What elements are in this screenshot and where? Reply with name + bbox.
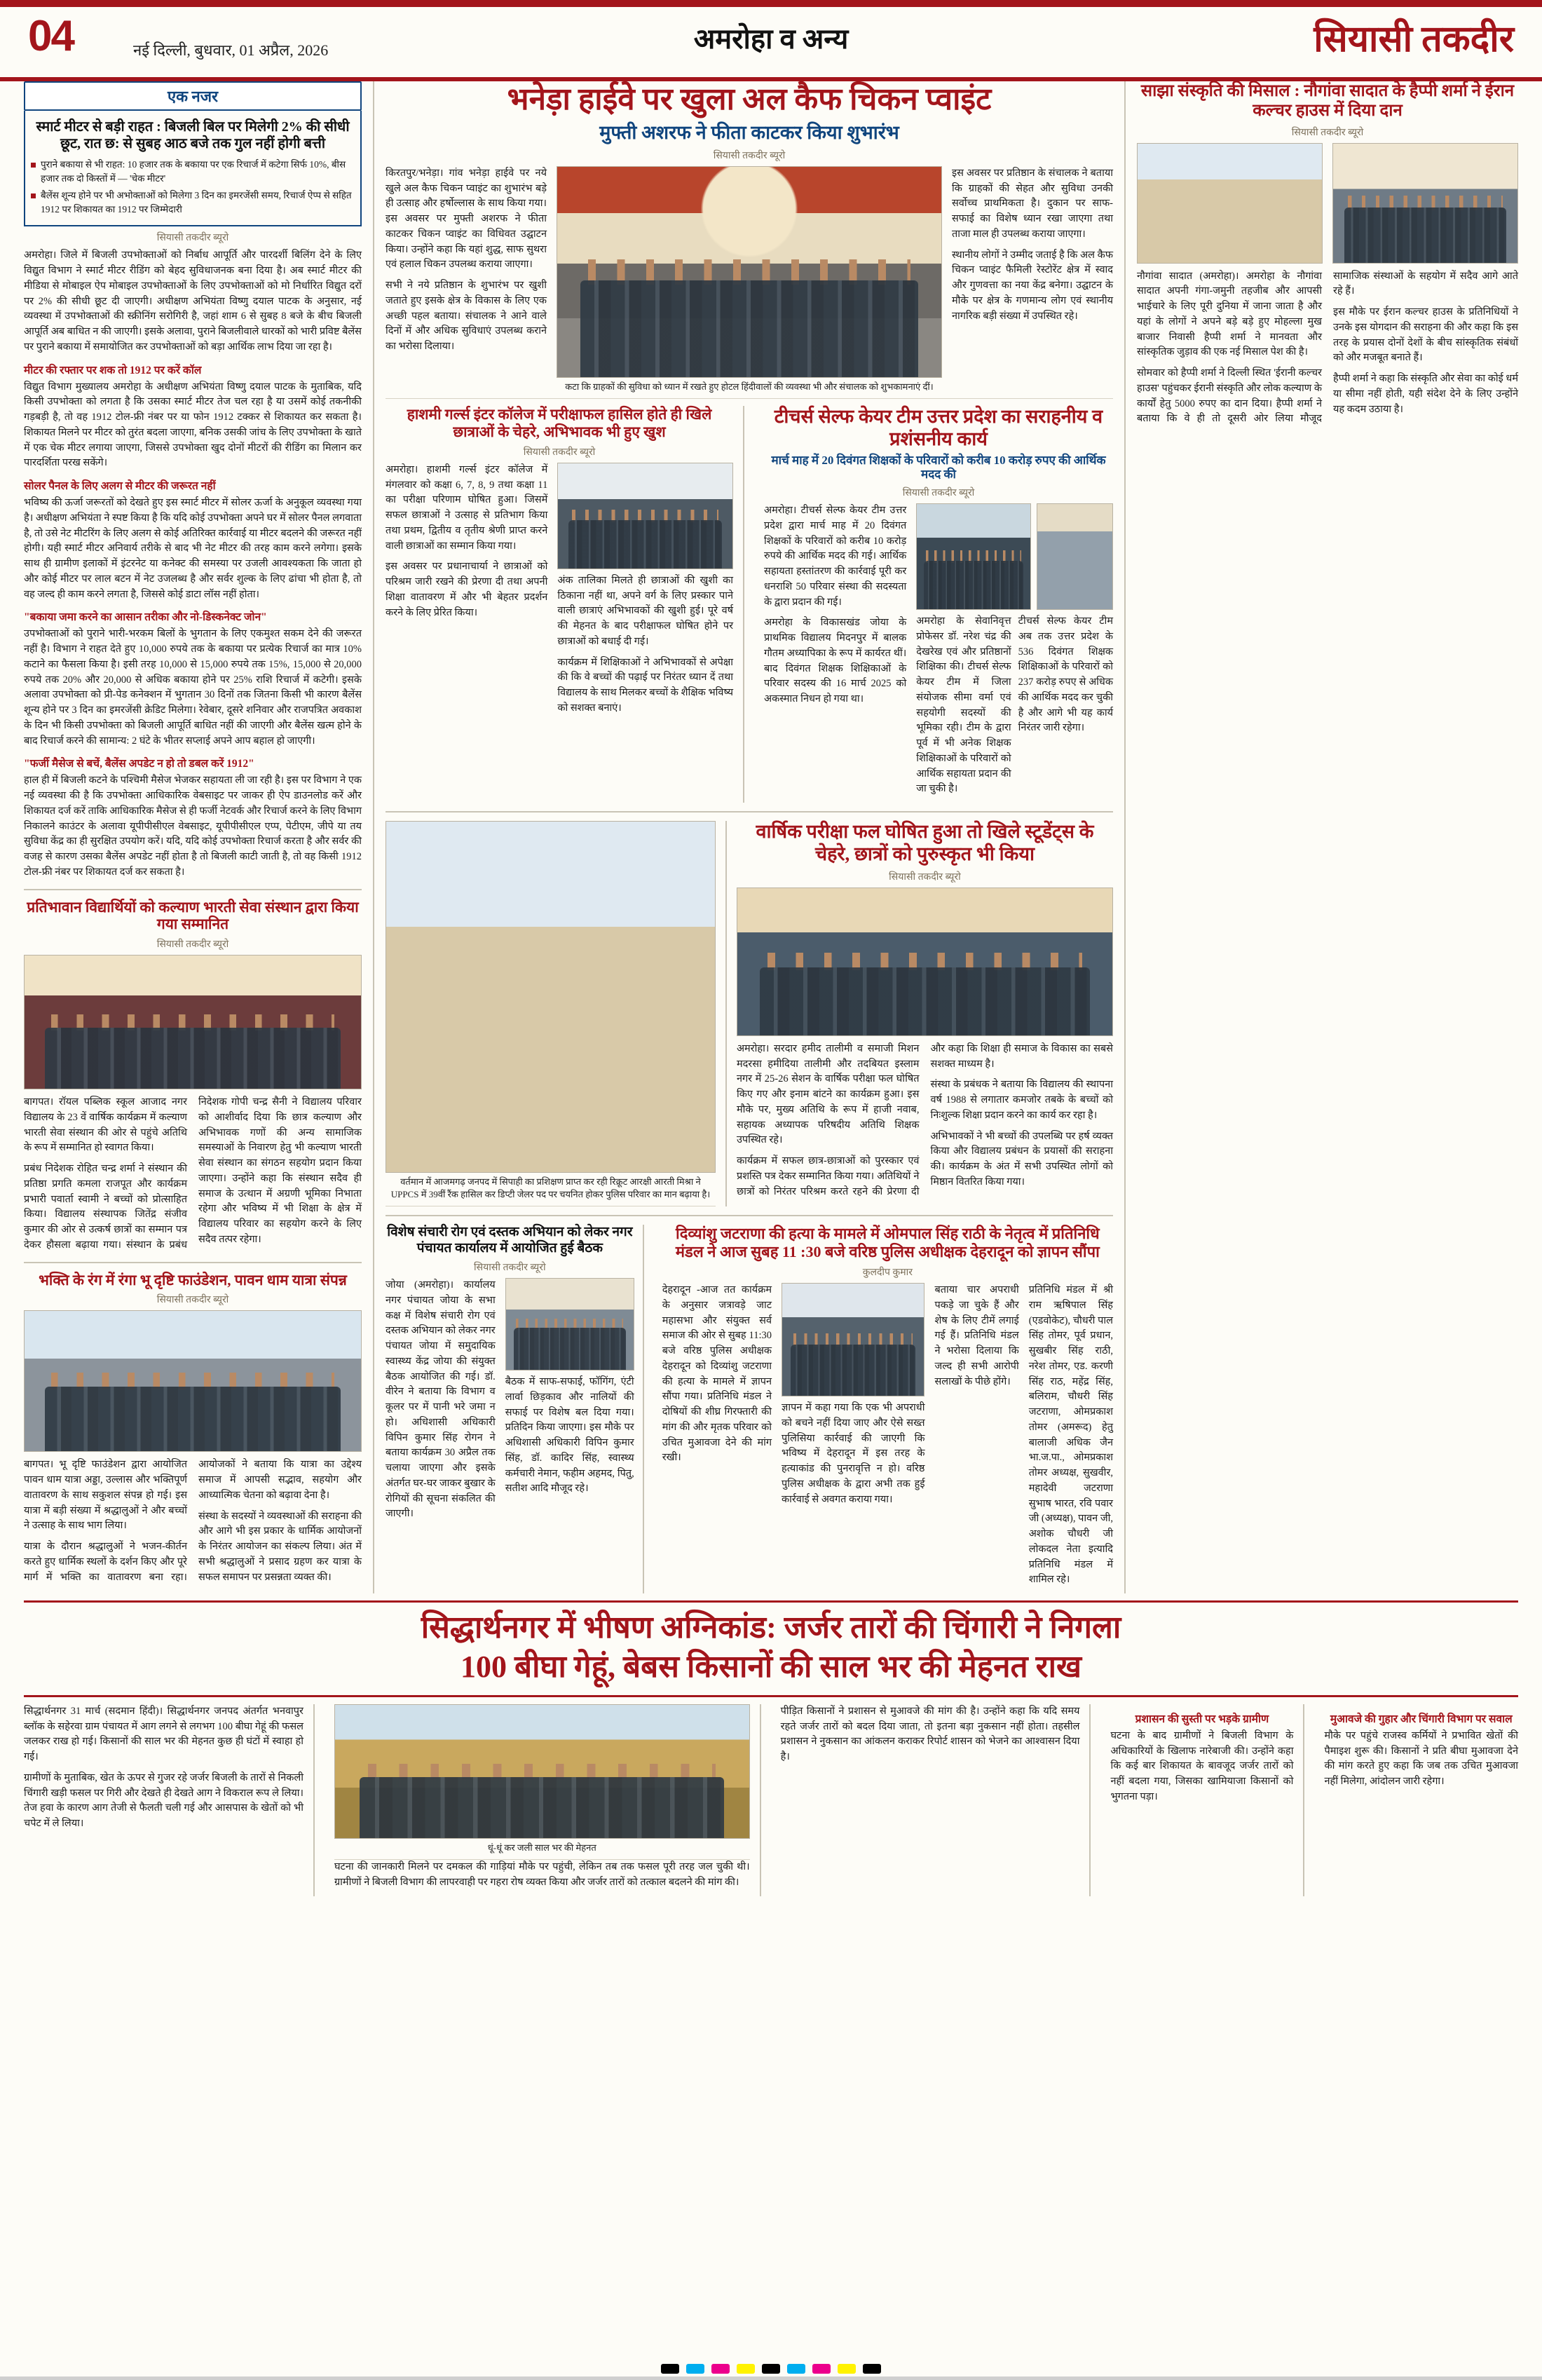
sanchari-para-2: बैठक में साफ-सफाई, फॉगिंग, एंटी लार्वा छिड़काव और नालियों की सफाई पर विशेष बल दिया गया। प्रतिदिन किया जाएगा। इस मौके पर अधिशासी अधिकारी विपिन कुमार सिंह, डॉ. कादिर सिंह, स्वास्थ्य कर्मचारी नेमान, फहीम अहमद, पितु, सतीश आदि मौजूद रहे। bbox=[505, 1376, 634, 1495]
ek-nazar-para-5: हाल ही में बिजली कटने के पश्चिमी मैसेज भेजकर सहायता ली जा रही है। इस पर विभाग ने एक नई व्यवस्था की है कि उपभोक्ता आधिकारिक वेबसाइट पर जाकर ही ऐप डाउनलोड करें और शिकायत दर्ज करें ताकि आधिकारिक मैसेज से ही फर्जी नेटवर्क और रिचार्ज करने के लिए विभाग निकालने काउंटर के अलावा यूपीपीसीएल वेबसाइट, यूपीपीसीएल एप्प, पेटीएम, जीपे या तय सुविधा केंद्र का ही सुरक्षित उपयोग करें। यदि, यदि कोई उपभोक्ता रिचार्ज करता है और सर्वर की वजह से कारण उसका बैलेंस अपडेट नहीं होता है तो बिजली काटी जाती है, तो वह किसी 1912 टोल-फ्री नंबर पर शिकायत दर्ज कर सकता है। bbox=[24, 775, 362, 878]
divider bbox=[24, 1262, 362, 1263]
uppcs-caption: वर्तमान में आजमगढ़ जनपद में सिपाही का प्रशिक्षण प्राप्त कर रही रिक्रूट आरक्षी आरती मिश्रा ने UPPCS में 39वीं रैंक हासिल कर डिप्टी जेलर पद पर चयनित होकर पुलिस परिवार का मान बढ़ाया है। bbox=[386, 1173, 716, 1206]
fire-para-1: सिद्धार्थनगर 31 मार्च (सदमान हिंदी)। सिद्धार्थनगर जनपद अंतर्गत भनवापुर ब्लॉक के सहेरवा ग्राम पंचायत में आग लगने से लगभग 100 बीघा गेहूं की फसल जलकर राख हो गई। किसानों की साल भर की मेहनत कुछ ही घंटों में स्वाहा हो गई। bbox=[24, 1705, 303, 1763]
divider bbox=[386, 811, 1113, 812]
cmyk-swatch bbox=[787, 2364, 805, 2374]
fire-para-6: मौके पर पहुंचे राजस्व कर्मियों ने प्रभावित खेतों की पैमाइश शुरू की। किसानों ने प्रति बीघा मुआवजा देने की मांग करते हुए कहा कि जब तक उचित मुआवजा नहीं मिलेगा, आंदोलन जारी रहेगा। bbox=[1324, 1729, 1519, 1788]
page-number: 04 bbox=[28, 12, 74, 60]
ek-nazar-subhead-1: मीटर की रफ्तार पर शक तो 1912 पर करें कॉल bbox=[24, 364, 202, 376]
cmyk-swatch bbox=[686, 2364, 704, 2374]
school-students-award-photo bbox=[737, 888, 1113, 1036]
divyanshu-para-1: देहरादून -आज तत कार्यक्रम के अनुसार जत्रावड़े जाट महासभा और संयुक्त सर्व समाज की ओर से सुबह 11:30 बजे वरिष्ठ पुलिस अधीक्षक देहरादून को दिव्यांशु जटराणा की हत्या के मामले में ज्ञापन सौंपा गया। प्रतिनिधि मंडल ने दोषियों की शीघ्र गिरफ्तारी की मांग की और मृतक परिवार को उचित मुआवजा देने की मांग रखी। bbox=[662, 1284, 772, 1464]
burnt-wheat-field-photo bbox=[334, 1704, 750, 1839]
ek-nazar-para-4: उपभोक्ताओं को पुराने भारी-भरकम बिलों के भुगतान के लिए एकमुश्त सकम देने की जरूरत नहीं है। विभाग ने राहत देते हुए 10,000 रुपये तक के बकाया पर प्रत्येक रिचार्ज का मात्र 10% कटाने का फैसला किया है। इसी तरह 10,000 से 15,000 रुपये तक 15%, 15,000 से 20,000 रुपये तक 20% और 20,000 से अधिक बकाया होने पर 25% राशि रिचार्ज में कटेगी। इसके अलावा उपभोक्ता को प्री-पेड कनेक्शन में भुगतान 30 दिनों तक जितना किसी भी कारण बैलेंस शून्य होने पर 3 दिन का इमरजेंसी क्रेडिट मिलेगा। रेवेबार, दूसरे शनिवार और राजपत्रित अवकाश के दिन भी किसी उपभोक्ता को बिजली आपूर्ति बाधित नहीं की जाएगी और बैलेंस खत्म होने के बाद रिचार्ज करने की सामान्य: 2 घंटे के भीतर सप्लाई अपने आप बहाल हो जाएगी। bbox=[24, 628, 362, 747]
divider bbox=[24, 889, 362, 890]
iran-culture-house-photo-2 bbox=[1332, 143, 1518, 264]
cmyk-swatch bbox=[711, 2364, 730, 2374]
sanskriti-byline: सियासी तकदीर ब्यूरो bbox=[1291, 127, 1364, 138]
fire-para-2: ग्रामीणों के मुताबिक, खेत के ऊपर से गुजर रहे जर्जर बिजली के तारों से निकली चिंगारी खड़ी फसल पर गिरी और देखते ही देखते आग ने विकराल रूप ले लिया। तेज हवा के कारण आग तेजी से फैलती चली गई और आसपास के खेतों को भी चपेट में ले लिया। bbox=[24, 1772, 303, 1830]
ek-nazar-subhead-2: सोलर पैनल के लिए अलग से मीटर की जरूरत नहीं bbox=[24, 480, 216, 493]
ek-nazar-box bbox=[24, 81, 362, 226]
middle-column bbox=[374, 81, 1126, 1593]
yatra-bus-group-photo bbox=[24, 1310, 362, 1452]
divyanshu-headline: दिव्यांशु जटराणा की हत्या के मामले में ओमपाल सिंह राठी के नेतृत्व में प्रतिनिधि मंडल ने आज सुबह 11 :30 बजे वरिष्ठ पुलिस अधीक्षक देहरादून को ज्ञापन सौंपा bbox=[675, 1225, 1100, 1261]
ek-nazar-para-3: भविष्य की ऊर्जा जरूरतों को देखते हुए इस स्मार्ट मीटर में सोलर ऊर्जा के अनुकूल व्यवस्था गया है। अधीक्षण अभियंता ने स्पष्ट किया है कि यदि कोई उपभोक्ता अपने घर में सोलर पैनल लगवाता है, तो उसे नेट मीटरिंग के लिए अलग से कोई अतिरिक्त कार्रवाई या मीटर बदलने की जरूरत नहीं होगी। यही स्मार्ट मीटर अनिवार्य तरीके से बाद भी नेट मीटर की तरह काम करने लगेगा। इसके साथ ही ग्रामीण इलाकों में इंटरनेट या कनेक्ट की समस्या पर उजली आवश्यकता कि जाता हो और कोई मीटर पर लाल बटन में नेट उजलब्ध है और सर्वर शुल्क के लिए ढांचा भी होता है, तो वह जल्द ही काम करने लगता है, जिससे कोई डाटा लॉस नहीं होता। bbox=[24, 497, 362, 600]
fire-para-5: घटना के बाद ग्रामीणों ने बिजली विभाग के अधिकारियों के खिलाफ नारेबाजी की। उन्होंने कहा कि कई बार शिकायत के बावजूद जर्जर तारों को नहीं बदला गया, जिसका खामियाजा किसानों को भुगतना पड़ा। bbox=[1110, 1729, 1294, 1802]
teachers-para-1: अमरोहा। टीचर्स सेल्फ केयर टीम उत्तर प्रदेश द्वारा मार्च माह में 20 दिवंगत शिक्षकों के परिवारों को करीब 10 करोड़ रुपये की आर्थिक मदद की गई। आर्थिक सहायता हस्तांतरण की कार्रवाई पूरी कर धनराशि 50 परिवार संस्था की सदस्यता के द्वारा प्रदान की गई। bbox=[764, 505, 907, 608]
bullet-item: पुराने बकाया से भी राहत: 10 हजार तक के बकाया पर एक रिचार्ज में कटेगा सिर्फ 10%, बीस हजार तक दो किस्तों में — 'चेक मीटर' bbox=[31, 158, 355, 185]
page-masthead bbox=[0, 0, 1542, 81]
sanskriti-para-2: सोमवार को हैप्पी शर्मा ने दिल्ली स्थित 'ईरानी कल्चर हाउस' पहुंचकर ईरानी संस्कृति और लोक कल्याण के कार्यों हेतु 5000 रुपए का दान दिया। हैप्पी शर्मा ने बताया कि वे ही तो दूसरी ओर लिया मौजूद सामाजिक संस्थाओं के सहयोग में सदैव आगे आते रहे हैं। bbox=[1137, 270, 1518, 425]
sanskriti-para-4: हैप्पी शर्मा ने कहा कि संस्कृति और सेवा का कोई धर्म या सीमा नहीं होती, यही संदेश देने के लिए उन्होंने यह कदम उठाया है। bbox=[1333, 373, 1518, 415]
annual-exam-body bbox=[737, 1042, 1113, 1200]
hashmi-para-3: इस अवसर पर प्रधानाचार्या ने छात्राओं को परिश्रम जारी रखने की प्रेरणा दी तथा अपनी शिक्षा वातावरण में और भी बेहतर प्रदर्शन करने के लिए प्रेरित किया। bbox=[386, 561, 548, 618]
cmyk-swatch bbox=[737, 2364, 755, 2374]
fire-story-block bbox=[24, 1600, 1518, 1697]
sanskriti-para-1: नौगांवा सादात (अमरोहा)। अमरोहा के नौगांवा सादात अपनी गंगा-जमुनी तहजीब और आपसी भाईचारे के लिए पूरी दुनिया में जाना जाता है और यहां के लोगों ने अपने बड़े बड़े हुए मोहल्ला मुख बाजार निवासी हैप्पी शर्मा ने मानवता और सांस्कृतिक जुड़ाव की एक नई मिसाल पेश की है। bbox=[1137, 270, 1322, 358]
chicken-point-top bbox=[386, 166, 1113, 378]
chicken-point-byline: सियासी तकदीर ब्यूरो bbox=[713, 150, 786, 161]
fire-subhead-1: प्रशासन की सुस्ती पर भड़के ग्रामीण bbox=[1135, 1713, 1269, 1725]
ek-nazar-subhead-3: "बकाया जमा करने का आसान तरीका और नो-डिस्कनेक्ट जोन" bbox=[24, 611, 267, 624]
cmyk-swatch bbox=[838, 2364, 856, 2374]
edition-date-line: नई दिल्ली, बुधवार, 01 अप्रैल, 2026 bbox=[133, 41, 329, 59]
ek-nazar-para-1: अमरोहा। जिले में बिजली उपभोक्ताओं को निर्बाध आपूर्ति और पारदर्शी बिलिंग देने के लिए विद्युत विभाग ने स्मार्ट मीटर रीडिंग को बेहद सुविधाजनक बना दिया है। अब स्मार्ट मीटर की मीडिया से मोबाइल ऐप मोबाइल उपभोक्ताओं के लिए उपभोक्ताओं को मो निर्धारित विद्युत दरों पर 2% की सीधी छूट दी जाएगी। अधीक्षण अभियंता विष्णु दयाल पाटक के अनुसार, नई व्यवस्था में उपभोक्ताओं की स्क्रीनिंग सरोगिरी है, जहां शाम 6 से सुबह 8 बजे के बीच बिजली आपूर्ति अब बाधित न की जाएगी। इसके अलावा, पुराने बिजलीवाले धारकों को भारी प्रविष्ट बैलेंस पर पुराने बकाया में समायोजित कर उपभोक्ताओं को बड़ा आर्थिक लाभ दिया जा रहा है। bbox=[24, 250, 362, 353]
hashmi-para-4: कार्यक्रम में शिक्षिकाओं ने अभिभावकों से अपेक्षा की कि वे बच्चों की पढ़ाई पर निरंतर ध्यान दें तथा विद्यालय के साथ मिलकर बच्चों के शैक्षिक भविष्य को सशक्त बनाएं। bbox=[557, 656, 734, 714]
sanskriti-top bbox=[1137, 143, 1518, 264]
panchayat-meeting-photo bbox=[505, 1278, 634, 1371]
chicken-point-headline: भनेड़ा हाईवे पर खुला अल कैफ चिकन प्वाइंट bbox=[507, 82, 992, 116]
cmyk-swatch bbox=[863, 2364, 881, 2374]
ek-nazar-headline: स्मार्ट मीटर से बड़ी राहत : बिजली बिल पर मिलेगी 2% की सीधी छूट, रात छ: से सुबह आठ बजे तक गुल नहीं होगी बत्ती bbox=[36, 119, 350, 151]
annual-exam-headline: वार्षिक परीक्षा फल घोषित हुआ तो खिले स्टूडेंट्स के चेहरे, छात्रों को पुरुस्कृत भी किया bbox=[756, 821, 1094, 864]
kalyan-body bbox=[24, 1095, 362, 1253]
cmyk-swatch bbox=[661, 2364, 679, 2374]
row-uppcs-annual bbox=[386, 821, 1113, 1206]
section-title: अमरोहा व अन्य bbox=[693, 23, 849, 55]
teachers-para-4: टीचर्स सेल्फ केयर टीम अब तक उत्तर प्रदेश के 536 दिवंगत शिक्षक शिक्षिकाओं के परिवारों को 237 करोड़ रुपए से अधिक की आर्थिक मदद कर चुकी है और आगे भी यह कार्य निरंतर जारी रहेगा। bbox=[1018, 616, 1113, 734]
fire-para-4: पीड़ित किसानों ने प्रशासन से मुआवजे की मांग की है। उन्होंने कहा कि यदि समय रहते जर्जर तारों को बदल दिया जाता, तो इतना बड़ा नुकसान नहीं होता। तहसील प्रशासन ने नुकसान का आंकलन कराकर रिपोर्ट शासन को भेजने का आश्वासन दिया है। bbox=[780, 1705, 1080, 1763]
girls-college-result-photo bbox=[557, 463, 733, 569]
kalyan-headline: प्रतिभावान विद्यार्थियों को कल्याण भारती सेवा संस्थान द्वारा किया गया सम्मानित bbox=[27, 898, 359, 933]
left-column bbox=[24, 81, 374, 1593]
shop-inauguration-photo bbox=[557, 166, 942, 378]
teachers-team-photo bbox=[916, 503, 1030, 610]
right-column bbox=[1126, 81, 1518, 1593]
bhakti-para-1: बागपत। भू दृष्टि फाउंडेशन द्वारा आयोजित पावन धाम यात्रा अड्डा, उल्लास और भक्तिपूर्ण वातावरण के साथ सकुशल संपन्न हो गई। इस यात्रा में बड़ी संख्या में श्रद्धालुओं ने और बच्चों ने उत्साह के साथ भाग लिया। bbox=[24, 1459, 187, 1532]
fire-photo-caption: धूं-धूं कर जली साल भर की मेहनत bbox=[334, 1839, 750, 1861]
annual-exam-byline: सियासी तकदीर ब्यूरो bbox=[889, 871, 961, 883]
newspaper-brand: सियासी तकदीर bbox=[1314, 20, 1514, 60]
fire-headline-line2: 100 बीघा गेहूं, बेबस किसानों की साल भर की मेहनत राख bbox=[460, 1650, 1082, 1685]
kalyan-byline: सियासी तकदीर ब्यूरो bbox=[156, 939, 229, 951]
top-red-rule bbox=[0, 0, 1542, 7]
hashmi-para-1: अमरोहा। हाशमी गर्ल्स इंटर कॉलेज में मंगलवार को कक्षा 6, 7, 8, 9 तथा कक्षा 11 का परीक्षा परिणाम घोषित हुआ। जिसमें सफल छात्राओं ने उत्साह से प्रतिभाग किया तथा प्रथम, द्वितीय व तृतीय श्रेणी प्राप्त करने वाली छात्राओं का सम्मान किया गया। bbox=[386, 463, 548, 552]
bhakti-byline: सियासी तकदीर ब्यूरो bbox=[156, 1295, 229, 1306]
sanskriti-body bbox=[1137, 269, 1518, 428]
divyanshu-para-3: बताया चार अपराधी पकड़े जा चुके हैं और शेष के लिए टीमें लगाई गई हैं। प्रतिनिधि मंडल ने भरोसा दिलाया कि जल्द ही सभी आरोपी सलाखों के पीछे होंगे। bbox=[934, 1284, 1019, 1387]
uppcs-officer-portrait bbox=[386, 821, 716, 1173]
teachers-headline: टीचर्स सेल्फ केयर टीम उत्तर प्रदेश का सराहनीय व प्रशंसनीय कार्य bbox=[774, 406, 1103, 450]
chicken-para-2: सभी ने नये प्रतिष्ठान के शुभारंभ पर खुशी जताते हुए इसके क्षेत्र के विकास के लिए एक अच्छी पहल बताया। संचालक ने आने वाले दिनों में और अधिक सुविधाएं उपलब्ध कराने का भरोसा दिलाया। bbox=[386, 280, 547, 353]
fire-subhead-2: मुआवजे की गुहार और चिंगारी विभाग पर सवाल bbox=[1330, 1713, 1513, 1725]
award-ceremony-photo bbox=[24, 955, 362, 1089]
divyanshu-para-4: प्रतिनिधि मंडल में श्री राम ऋषिपाल सिंह (एडवोकेट), चौधरी पाल सिंह तोमर, पूर्व प्रधान, सुखबीर सिंह राठी, नरेश तोमर, एड. करणी सिंह राठ, महेंद्र सिंह, बलिराम, चौधरी सिंह जटराणा, ओमप्रकाश तोमर (अमरूद) हेतु बालाजी अधिक जैन भा.ज.पा., ओमप्रकाश तोमर अध्यक्ष, सुखवीर, महादेवी जटराणा सुभाष भारत, रवि पवार जी (अध्यक्ष), पावन जी, अशोक चौधरी जी लोकदल नेता इत्यादि प्रतिनिधि मंडल में शामिल रहे। bbox=[1028, 1284, 1113, 1586]
ek-nazar-para-2: विद्युत विभाग मुख्यालय अमरोहा के अधीक्षण अभियंता विष्णु दयाल पाटक के मुताबिक, यदि किसी उपभोक्ता को लगता है कि उसका स्मार्ट मीटर तेज चल रहा है या उसमें कोई तकनीकी गड़बड़ी है, तो वह 1912 टोल-फ्री नंबर पर या फोन 1912 टक्कर से शिकायत कर सकता है। शिकायत मिलने पर मीटर को तुरंत बदला जाएगा, बनिक उसकी जांच के लिए उपभोक्ता के खाते में एक चेक मीटर लगाया जाएगा, जिससे उपभोक्ता खुद दोनों मीटरों की रीडिंग का मिलान कर पारदर्शिता परख सकेंगे। bbox=[24, 381, 362, 469]
hashmi-headline: हाशमी गर्ल्स इंटर कॉलेज में परीक्षाफल हासिल होते ही खिले छात्राओं के चेहरे, अभिभावक भी हुए खुश bbox=[407, 406, 712, 441]
teachers-para-2: अमरोहा के विकासखंड जोया के प्राथमिक विद्यालय मिदनपुर में बालक गौतम अध्यापिका के रूप में कार्यरत थीं। बाद दिवंगत शिक्षक शिक्षिकाओं के परिवार सदस्य की 16 मार्च 2025 को अकस्मात निधन हो गया था। bbox=[764, 617, 907, 705]
fire-para-3: घटना की जानकारी मिलने पर दमकल की गाड़ियां मौके पर पहुंची, लेकिन तब तक फसल पूरी तरह जल चुकी थी। ग्रामीणों ने बिजली विभाग की लापरवाही पर गहरा रोष व्यक्त किया और जर्जर तारों को तत्काल बदलने की मांग की। bbox=[334, 1861, 750, 1889]
tribute-portrait-photo bbox=[1037, 503, 1113, 610]
hashmi-byline: सियासी तकदीर ब्यूरो bbox=[523, 447, 596, 458]
ek-nazar-bullets bbox=[31, 158, 355, 216]
cmyk-swatch bbox=[762, 2364, 780, 2374]
divider bbox=[386, 1215, 1113, 1216]
annual-para-2: कार्यक्रम में सफल छात्र-छात्राओं को पुरस्कार एवं प्रशस्ति पत्र देकर सम्मानित किया गया। अतिथियों ने छात्रों को निरंतर परिश्रम करते रहने की प्रेरणा दी और कहा कि शिक्षा ही समाज के विकास का सबसे सशक्त माध्यम है। bbox=[736, 1042, 1113, 1197]
annual-para-1: अमरोहा। सरदार हमीद तालीमी व समाजी मिशन मदरसा हमीदिया तालीमी और तदबियत इस्लाम नगर में 25-26 सेशन के वार्षिक परीक्षा फल घोषित किए गए और इनाम बांटने का कार्यक्रम हुआ। इस मौके पर, मुख्य अतिथि के रूप में हाजी नवाब, सहायक अध्यापक परिषदीय अतिथि शिक्षक उपस्थित रहे। bbox=[736, 1042, 920, 1146]
teachers-byline: सियासी तकदीर ब्यूरो bbox=[902, 488, 975, 499]
print-registration-strip bbox=[0, 2361, 1542, 2376]
chicken-para-1: किरतपुर/भनेड़ा। गांव भनेड़ा हाईवे पर नये खुले अल कैफ चिकन प्वाइंट का शुभारंभ बड़े ही उत्साह और हर्षोल्लास के साथ किया गया। इस अवसर पर मुफ्ती अशरफ ने फीता काटकर चिकन प्वाइंट का विधिवत उद्घाटन किया। उन्होंने कहा कि यहां शुद्ध, साफ सुथरा एवं हलाल चिकन उपलब्ध कराया जाएगा। bbox=[386, 167, 547, 271]
teachers-dek: मार्च माह में 20 दिवंगत शिक्षकों के परिवारों को करीब 10 करोड़ रुपए की आर्थिक मदद की bbox=[771, 454, 1106, 482]
main-columns bbox=[24, 81, 1518, 1593]
kalyan-para-1: बागपत। रॉयल पब्लिक स्कूल आजाद नगर विद्यालय के 23 वें वार्षिक कार्यक्रम में कल्याण भारती सेवा संस्थान की ओर से पहुंचे अतिथि के रूप में सम्मानित हो स्वागत किया। bbox=[24, 1096, 187, 1154]
row-sanchari-divyanshu bbox=[386, 1225, 1113, 1593]
chicken-point-caption: कटा कि ग्राहकों की सुविधा को ध्यान में रखते हुए होटल हिंदीवालों की व्यवस्था भी और संचालक को शुभकामनाएं दीं। bbox=[386, 378, 1113, 400]
fire-story-body bbox=[24, 1704, 1518, 1896]
row-hashmi-teachers bbox=[386, 406, 1113, 803]
bhakti-para-2: यात्रा के दौरान श्रद्धालुओं ने भजन-कीर्तन करते हुए धार्मिक स्थलों के दर्शन किए और पूरे मार्ग में भक्ति का वातावरण बना रहा। आयोजकों ने बताया कि यात्रा का उद्देश्य समाज में आपसी सद्भाव, सहयोग और आध्यात्मिक चेतना को बढ़ावा देना है। bbox=[24, 1459, 362, 1583]
annual-para-4: अभिभावकों ने भी बच्चों की उपलब्धि पर हर्ष व्यक्त किया और विद्यालय प्रबंधन के प्रयासों की सराहना की। कार्यक्रम के अंत में सभी उपस्थित लोगों को मिष्ठान वितरित किया गया। bbox=[930, 1130, 1113, 1188]
fire-headline-line1: सिद्धार्थनगर में भीषण अग्निकांड: जर्जर तारों की चिंगारी ने निगला bbox=[421, 1610, 1121, 1645]
sanchari-byline: सियासी तकदीर ब्यूरो bbox=[474, 1263, 546, 1274]
sanchari-para-1: जोया (अमरोहा)। कार्यालय नगर पंचायत जोया के सभा कक्ष में विशेष संचारी रोग एवं दस्तक अभियान को लेकर नगर पंचायत जोया में समुदायिक स्वास्थ्य केंद्र जोया की संयुक्त बैठक आयोजित की गई। डॉ. वीरेन ने बताया कि विभाग व कूलर पर में पानी भरे जमा न हो। अधिशासी अधिकारी विपिन कुमार सिंह रोगन ने बताया कार्यक्रम 30 अप्रैल तक चलाया जाएगा और इसके अंतर्गत घर-घर जाकर बुखार के रोगियों की सूचना संकलित की जाएगी। bbox=[386, 1279, 496, 1520]
sanskriti-para-3: इस मौके पर ईरान कल्चर हाउस के प्रतिनिधियों ने उनके इस योगदान की सराहना की और कहा कि इस तरह के प्रयास दोनों देशों के बीच सांस्कृतिक संबंधों को और मजबूत बनाते हैं। bbox=[1333, 306, 1518, 364]
sanchari-headline: विशेष संचारी रोग एवं दस्तक अभियान को लेकर नगर पंचायत कार्यालय में आयोजित हुई बैठक bbox=[387, 1225, 633, 1256]
sanskriti-headline: साझा संस्कृति की मिसाल : नौगांवा सादात के हैप्पी शर्मा ने ईरान कल्चर हाउस में दिया दान bbox=[1140, 82, 1515, 121]
teachers-para-3: अमरोहा के सेवानिवृत्त प्रोफेसर डॉ. नरेश चंद्र की देखरेख एवं और प्रतिष्ठानों शिक्षिका की। टीचर्स सेल्फ केयर टीम में जिला संयोजक सीमा वर्मा एवं सहयोगी सदस्यों की भूमिका रही। टीम के द्वारा पूर्व में भी अनेक शिक्षक शिक्षिकाओं के परिवारों को आर्थिक सहायता प्रदान की जा चुकी है। bbox=[916, 616, 1011, 795]
divyanshu-para-2: ज्ञापन में कहा गया कि एक भी अपराधी को बचने नहीं दिया जाए और ऐसे सख्त पुलिसिया कार्रवाई की जाएगी कि भविष्य में देहरादून में इस तरह के हत्याकांड की पुनरावृत्ति न हो। वरिष्ठ पुलिस अधीक्षक के द्वारा अभी तक हुई कार्रवाई से अवगत कराया गया। bbox=[782, 1402, 925, 1505]
page-body bbox=[0, 81, 1542, 1896]
bullet-item: बैलेंस शून्य होने पर भी अभोक्ताओं को मिलेगा 3 दिन का इमरजेंसी समय, रिचार्ज ऐप्प से सहित 1912 पर शिकायत का 1912 पर जिम्मेदारी bbox=[31, 189, 355, 216]
chicken-para-3: इस अवसर पर प्रतिष्ठान के संचालक ने बताया कि ग्राहकों की सेहत और सुविधा उनकी सर्वोच्च प्राथमिकता है। दुकान पर साफ-सफाई का विशेष ध्यान रखा जाएगा तथा ताजा माल ही उपलब्ध कराया जाएगा। bbox=[952, 167, 1113, 240]
cmyk-swatch bbox=[812, 2364, 831, 2374]
iran-culture-house-photo bbox=[1137, 143, 1323, 264]
ek-nazar-heading: एक नजर bbox=[24, 81, 362, 111]
annual-para-3: संस्था के प्रबंधक ने बताया कि विद्यालय की स्थापना वर्ष 1988 से लगातार कमजोर तबके के बच्चों को निःशुल्क शिक्षा प्रदान करने का कार्य कर रहा है। bbox=[930, 1079, 1113, 1121]
byline: सियासी तकदीर ब्यूरो bbox=[156, 233, 229, 244]
divyanshu-byline: कुलदीप कुमार bbox=[862, 1267, 913, 1279]
bhakti-headline: भक्ति के रंग में रंगा भू दृष्टि फाउंडेशन, पावन धाम यात्रा संपन्न bbox=[39, 1271, 347, 1288]
bhakti-body bbox=[24, 1457, 362, 1588]
chicken-point-subhead: मुफ्ती अशरफ ने फीता काटकर किया शुभारंभ bbox=[599, 121, 899, 143]
bhakti-para-3: संस्था के सदस्यों ने व्यवस्थाओं की सराहना की और आगे भी इस प्रकार के धार्मिक आयोजनों के निरंतर आयोजन का संकल्प लिया। अंत में सभी श्रद्धालुओं ने प्रसाद ग्रहण कर यात्रा के सफल समापन पर प्रसन्नता व्यक्त की। bbox=[198, 1510, 362, 1583]
chicken-para-4: स्थानीय लोगों ने उम्मीद जताई है कि अल कैफ चिकन प्वाइंट फैमिली रेस्टोरेंट क्षेत्र में स्वाद और गुणवत्ता का नया केंद्र बनेगा। उद्घाटन के मौके पर क्षेत्र के गणमान्य लोग एवं स्थानीय नागरिक बड़ी संख्या में उपस्थित रहे। bbox=[952, 249, 1113, 322]
kalyan-para-2: प्रबंध निदेशक रोहित चन्द्र शर्मा ने संस्थान की प्रतिष्ठा प्रगति कमला राजपूत और कार्यक्रम प्रभारी पवार्ता स्वामी ने बच्चों को प्रोत्साहित किया। विद्यालय संस्थापक जितेंद्र संजीव कुमार की ओर से उत्कर्ष छात्रों का सम्मान पत्र देकर हौसला बढ़ाया गया। संस्थान के प्रबंध निदेशक गोपी चन्द्र सैनी ने विद्यालय परिवार को आशीर्वाद दिया कि छात्र कल्याण और अभिभावक गणों की अन्य सामाजिक समस्याओं के निवारण हेतु भी कल्याण भारती सेवा संस्थान का संगठन सहयोग प्रदान किया जाएगा। उन्होंने कहा कि संस्थान सदैव ही समाज के उत्थान में अग्रणी भूमिका निभाता रहेगा और भविष्य में भी शिक्षा के क्षेत्र में विद्यालय परिवार का सहयोग करने के लिए सदैव तत्पर रहेगा। bbox=[24, 1096, 362, 1251]
ek-nazar-subhead-4: "फर्जी मैसेज से बचें, बैलेंस अपडेट न हो तो डबल करें 1912" bbox=[24, 758, 254, 770]
hashmi-para-2: अंक तालिका मिलते ही छात्राओं की खुशी का ठिकाना नहीं था, अपने वर्ग के लिए प्रस्कार पाने वाली छात्राएं अभिभावकों की खुशी हुई। पूरे वर्ष की मेहनत के बाद परीक्षाफल घोषित होने पर छात्राओं को बधाई दी गई। bbox=[557, 574, 734, 647]
delegation-police-photo bbox=[782, 1283, 924, 1396]
